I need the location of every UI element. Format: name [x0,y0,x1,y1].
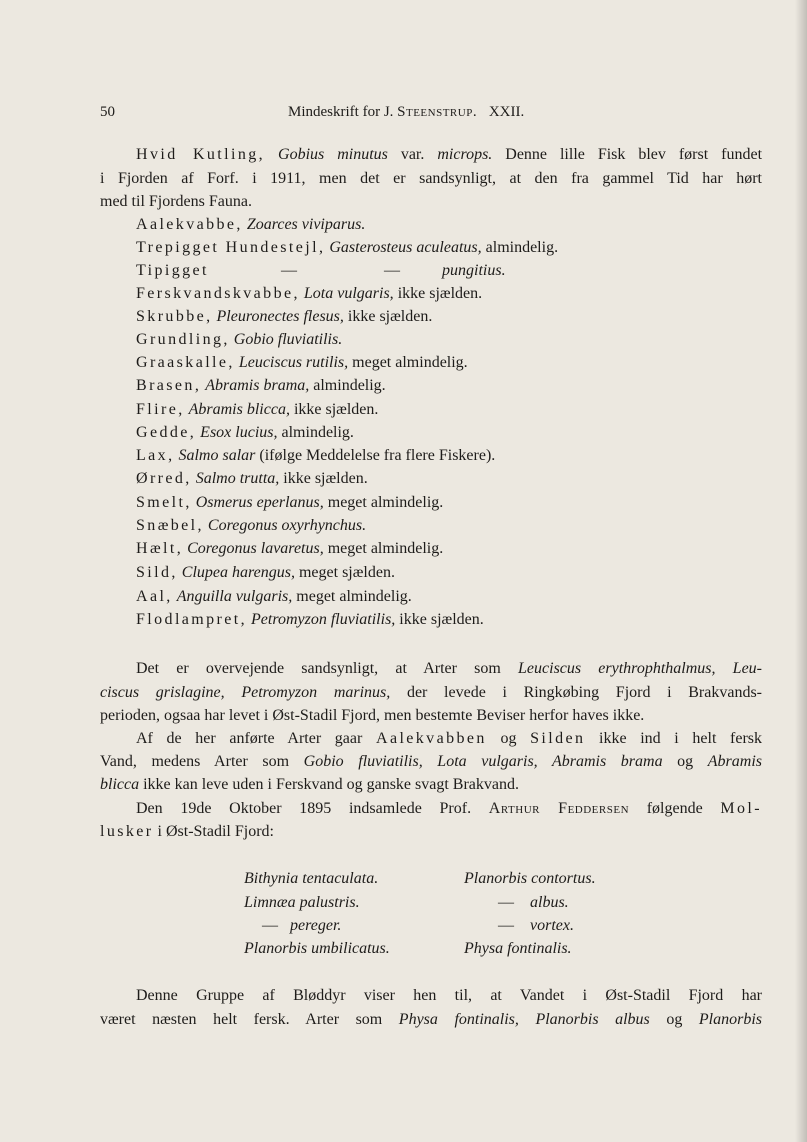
species-line: Smelt, Osmerus eperlanus, meget almindelig. [136,494,444,511]
mollusk-name: Bithynia tentaculata. [244,870,379,887]
species-line: Skrubbe, Pleuronectes flesus, ikke sjælden. [136,308,433,325]
species-line: Grundling, Gobio fluviatilis. [136,331,343,348]
para3-line1: Den 19de Oktober 1895 indsamlede Prof. Arthur Feddersen følgende Mol- [136,800,762,817]
mollusk-name: Planorbis umbilicatus. [244,940,390,957]
species-line: Flire, Abramis blicca, ikke sjælden. [136,401,379,418]
species-line: Brasen, Abramis brama, almindelig. [136,377,386,394]
para4-line2: været næsten helt fersk. Arter som Physa fontinalis, Planorbis albus og Planorbis [100,1011,762,1028]
mollusk-name: Physa fontinalis. [464,940,572,957]
species-line: Sild, Clupea harengus, meget sjælden. [136,564,395,581]
ditto-dash: — [384,262,400,279]
species-line: Aal, Anguilla vulgaris, meget almindelig. [136,588,412,605]
species-line: Aalekvabbe, Zoarces viviparus. [136,216,366,233]
species-line: Ferskvandskvabbe, Lota vulgaris, ikke sjælden. [136,285,483,302]
species-line: Snæbel, Coregonus oxyrhynchus. [136,517,367,534]
para4-line1: Denne Gruppe af Bløddyr viser hen til, at Vandet i Øst-Stadil Fjord har [136,987,762,1004]
species-name: Hvid Kutling, [136,146,266,163]
para2-line3: blicca ikke kan leve uden i Ferskvand og ganske svagt Brakvand. [100,776,519,793]
species-line: Gedde, Esox lucius, almindelig. [136,424,354,441]
para1-line3: perioden, ogsaa har levet i Øst-Stadil Fjord, men bestemte Beviser herfor haves ikke. [100,707,645,724]
species-line: Ørred, Salmo trutta, ikke sjælden. [136,470,368,487]
volume-number: XXII. [488,104,525,120]
mollusk-name: — pereger. [262,917,342,934]
para2-line2: Vand, medens Arter som Gobio fluviatilis, Lota vulgaris, Abramis brama og Abramis [100,753,763,770]
running-title [288,104,524,121]
mollusk-name: Limnæa palustris. [244,894,360,911]
species-line: Trepigget Hundestejl, Gasterosteus aculeatus, almindelig. [136,239,559,256]
mollusk-name: Planorbis contortus. [464,870,596,887]
species-latin: Gobius minutus [278,146,388,163]
page-number: 50 [100,104,115,120]
species-line: Hælt, Coregonus lavaretus, meget almindelig. [136,540,444,557]
person-name: Arthur Feddersen [488,800,630,817]
para3-line2: lusker i Øst-Stadil Fjord: [100,823,274,840]
species-line: Graaskalle, Leuciscus rutilis, meget almindelig. [136,354,468,371]
species-line: Lax, Salmo salar (ifølge Meddelelse fra flere Fiskere). [136,447,496,464]
species-line: Tipigget — — pungitius. [136,259,762,282]
title-name: Steenstrup. [397,104,478,120]
page-edge-shadow [795,0,807,1142]
ditto-dash: — [281,262,297,279]
mollusk-name: — albus. [498,894,569,911]
species-variety: microps. [437,146,493,163]
text-line: med til Fjordens Fauna. [100,193,252,210]
para1-line1: Det er overvejende sandsynligt, at Arter som Leuciscus erythrophthalmus, Leu- [136,660,762,677]
title-prefix: Mindeskrift for J. [288,104,394,120]
running-header [100,104,760,126]
species-line: Flodlampret, Petromyzon fluviatilis, ikke sjælden. [136,611,484,628]
mollusk-name: — vortex. [498,917,574,934]
para2-line1: Af de her anførte Arter gaar Aalekvabben og Silden ikke ind i helt fersk [136,730,763,747]
para1-line2: ciscus grislagine, Petromyzon marinus, der levede i Ringkøbing Fjord i Brakvands- [100,684,763,701]
species-line: Hvid Kutling, Gobius minutus var. microps. Denne lille Fisk blev først fundet [136,146,763,163]
text-line: i Fjorden af Forf. i 1911, men det er sandsynligt, at den fra gammel Tid har hørt [100,170,762,187]
